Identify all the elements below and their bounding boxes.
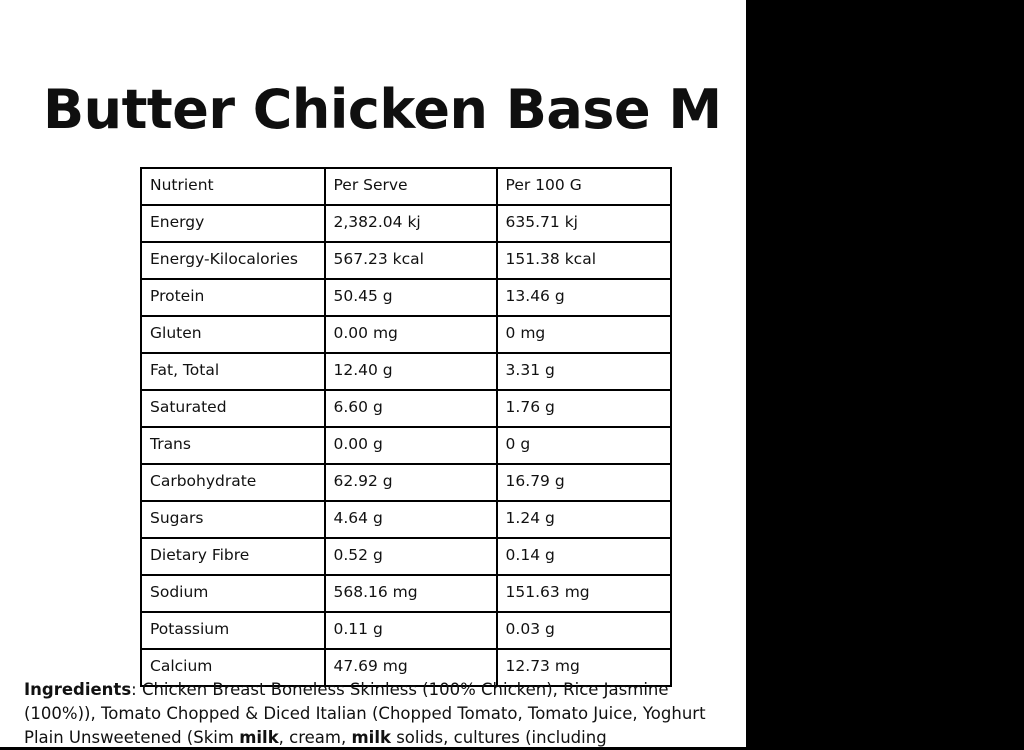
page-title: Butter Chicken Base M [43,78,722,141]
cell-per-100g: 13.46 g [497,279,671,316]
cell-nutrient: Dietary Fibre [141,538,325,575]
cell-nutrient: Energy-Kilocalories [141,242,325,279]
cell-per-100g: 0.14 g [497,538,671,575]
cell-nutrient: Sodium [141,575,325,612]
table-row [141,612,671,649]
cell-nutrient: Energy [141,205,325,242]
cell-per-100g: 1.76 g [497,390,671,427]
cell-nutrient: Protein [141,279,325,316]
table-row [141,353,671,390]
column-header-per-serve: Per Serve [325,168,497,205]
cell-per-100g: 0 g [497,427,671,464]
ingredients-label: Ingredients [24,680,132,699]
table-row [141,427,671,464]
cell-per-serve: 50.45 g [325,279,497,316]
cell-per-100g: 151.38 kcal [497,242,671,279]
cell-per-100g: 151.63 mg [497,575,671,612]
table-header-row [141,168,671,205]
table-row [141,538,671,575]
cell-nutrient: Trans [141,427,325,464]
cell-per-serve: 0.00 mg [325,316,497,353]
allergen-milk-1: milk [239,727,279,747]
table-row [141,501,671,538]
cell-per-serve: 0.52 g [325,538,497,575]
cell-nutrient: Saturated [141,390,325,427]
cell-nutrient: Carbohydrate [141,464,325,501]
cell-nutrient: Gluten [141,316,325,353]
table-row [141,316,671,353]
cell-per-100g: 3.31 g [497,353,671,390]
column-header-per-100g: Per 100 G [497,168,671,205]
table-row [141,242,671,279]
cell-nutrient: Fat, Total [141,353,325,390]
cell-per-serve: 568.16 mg [325,575,497,612]
ingredients-text-part2: , cream, [278,727,352,747]
cell-per-serve: 4.64 g [325,501,497,538]
table-row [141,575,671,612]
allergen-milk-2: milk [351,727,391,747]
cell-nutrient: Calcium [141,649,325,686]
ingredients-text-part3: solids, cultures (including [390,727,607,747]
cell-per-100g: 12.73 mg [497,649,671,686]
cell-per-100g: 0.03 g [497,612,671,649]
cell-per-serve: 62.92 g [325,464,497,501]
ingredients-paragraph [24,678,724,750]
right-black-panel [746,0,1024,747]
ingredients-separator: : [131,680,142,699]
cell-per-serve: 0.11 g [325,612,497,649]
cell-per-100g: 0 mg [497,316,671,353]
cell-per-100g: 635.71 kj [497,205,671,242]
cell-per-serve: 47.69 mg [325,649,497,686]
table-row [141,464,671,501]
table-row [141,390,671,427]
cell-per-100g: 1.24 g [497,501,671,538]
table-row [141,279,671,316]
cell-per-serve: 567.23 kcal [325,242,497,279]
cell-per-serve: 0.00 g [325,427,497,464]
ingredients-text-part1: Chicken Breast Boneless Skinless (100% Chicken), Rice Jasmine (100%)), Tomato Chopped & Diced Italian (Chopped Tomato, Tomato Juice, Yoghurt Plain Unsweetened (Skim [24,680,706,747]
cell-nutrient: Sugars [141,501,325,538]
cell-per-serve: 6.60 g [325,390,497,427]
cell-per-100g: 16.79 g [497,464,671,501]
cell-nutrient: Potassium [141,612,325,649]
cell-per-serve: 12.40 g [325,353,497,390]
column-header-nutrient: Nutrient [141,168,325,205]
table-row [141,205,671,242]
cell-per-serve: 2,382.04 kj [325,205,497,242]
nutrition-table [140,167,672,687]
